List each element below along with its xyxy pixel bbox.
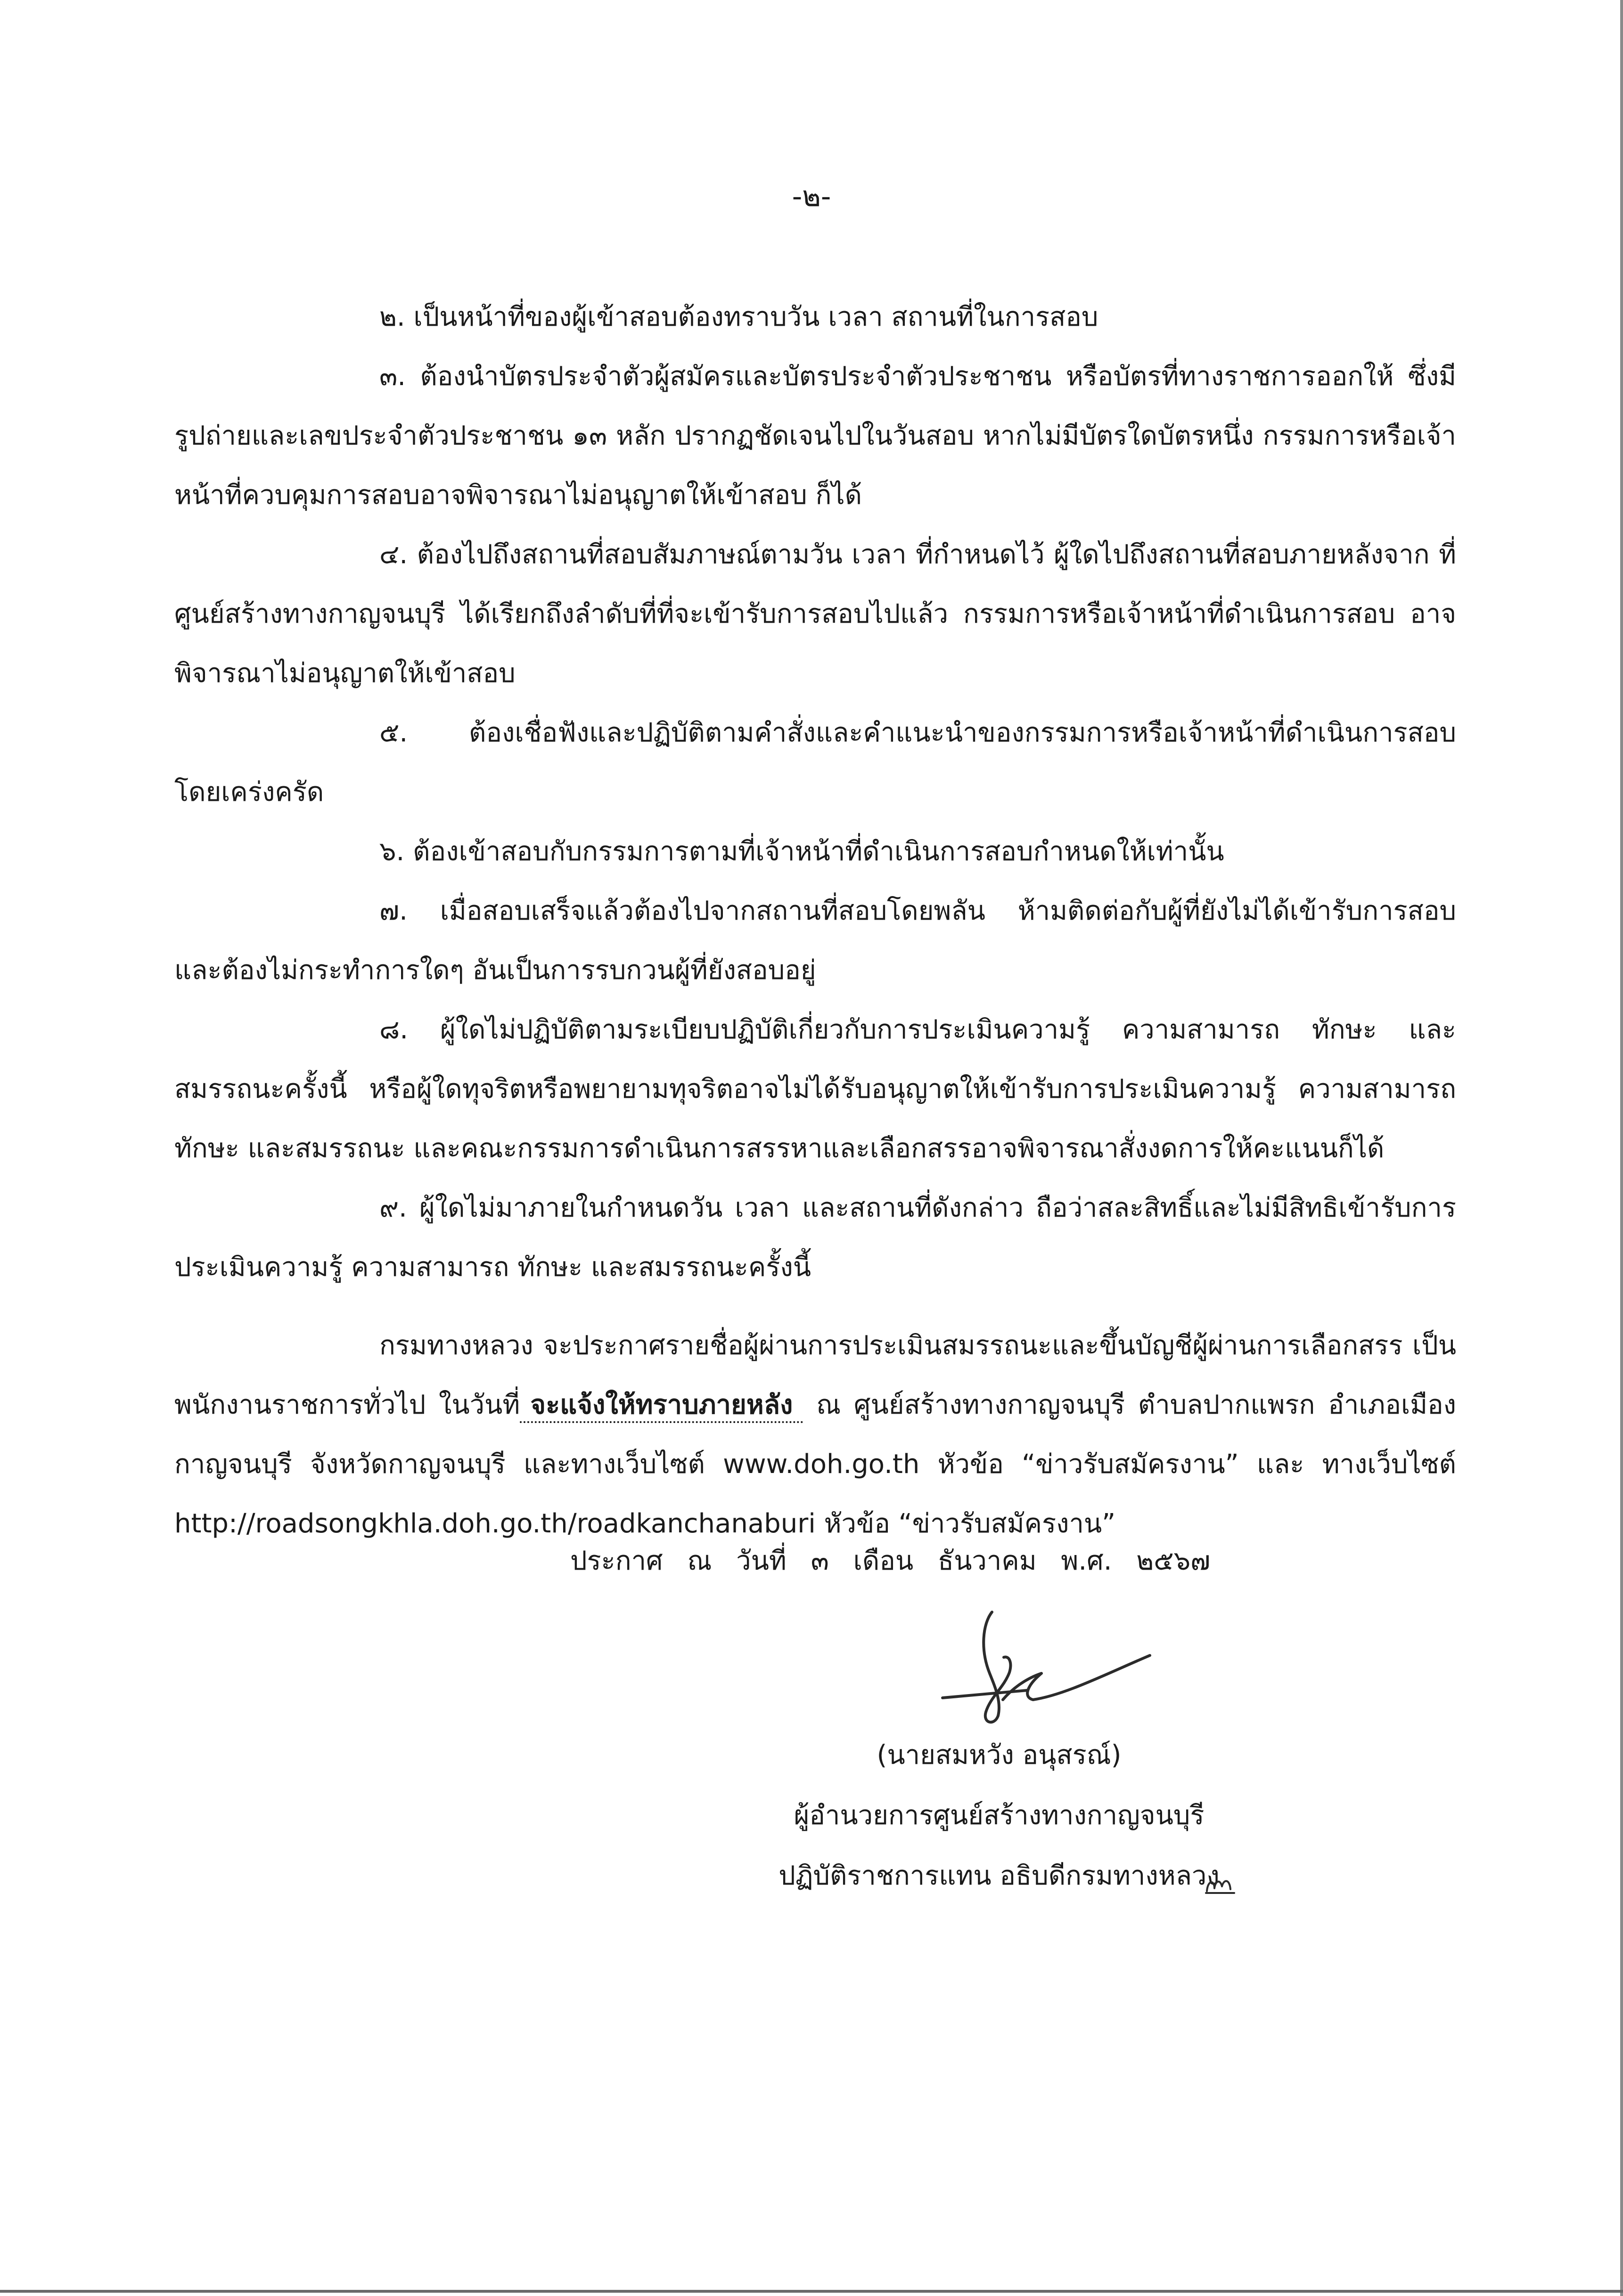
list-item: ๕. ต้องเชื่อฟังและปฏิบัติตามคำสั่งและคำแนะนำของกรรมการหรือเจ้าหน้าที่ดำเนินการสอบ โดยเคร่งครัด xyxy=(174,717,1456,807)
signature-block xyxy=(707,1725,1291,1906)
list-item: ๔. ต้องไปถึงสถานที่สอบสัมภาษณ์ตามวัน เวลา ที่กำหนดไว้ ผู้ใดไปถึงสถานที่สอบภายหลังจาก ที่ศูนย์สร้างทางกาญจนบุรี ได้เรียกถึงลำดับที่ที่จะเข้ารับการสอบไปแล้ว กรรมการหรือเจ้าหน้าที่ดำเนินการสอบ อาจพิจารณาไม่อนุญาตให้เข้าสอบ xyxy=(174,539,1456,689)
announcement-date-line: ประกาศ ณ วันที่ ๓ เดือน ธันวาคม พ.ศ. ๒๕๖๗ xyxy=(570,1546,1211,1576)
handwritten-initial xyxy=(1204,1874,1237,1896)
signatory-name: (นายสมหวัง อนุสรณ์) xyxy=(877,1740,1122,1770)
list-item: ๓. ต้องนำบัตรประจำตัวผู้สมัครและบัตรประจำตัวประชาชน หรือบัตรที่ทางราชการออกให้ ซึ่งมีรูปถ่ายและเลขประจำตัวประชาชน ๑๓ หลัก ปรากฏชัดเจนไปในวันสอบ หากไม่มีบัตรใดบัตรหนึ่ง กรรมการหรือเจ้าหน้าที่ควบคุมการสอบอาจพิจารณาไม่อนุญาตให้เข้าสอบ ก็ได้ xyxy=(174,361,1456,510)
list-item: ๖. ต้องเข้าสอบกับกรรมการตามที่เจ้าหน้าที่ดำเนินการสอบกำหนดให้เท่านั้น xyxy=(379,836,1224,867)
page-number: -๒- xyxy=(792,180,831,213)
announcement-date-fill: จะแจ้งให้ทราบภายหลัง xyxy=(520,1390,803,1423)
list-item: ๗. เมื่อสอบเสร็จแล้วต้องไปจากสถานที่สอบโดยพลัน ห้ามติดต่อกับผู้ที่ยังไม่ได้เข้ารับการสอบ และต้องไม่กระทำการใดๆ อันเป็นการรบกวนผู้ที่ยังสอบอยู่ xyxy=(174,896,1456,986)
signatory-position: ผู้อำนวยการศูนย์สร้างทางกาญจนบุรี xyxy=(794,1800,1205,1831)
scan-edge-right xyxy=(1620,0,1623,2296)
scan-edge-bottom xyxy=(0,2290,1623,2293)
paragraph-gap xyxy=(174,1297,1456,1316)
document-body xyxy=(174,288,1456,1554)
signatory-acting-for: ปฏิบัติราชการแทน อธิบดีกรมทางหลวง xyxy=(779,1860,1220,1891)
announcement-text-end: ณ ศูนย์สร้างทางกาญจนบุรี ตำบลปากแพรก อำเภอเมืองกาญจนบุรี จังหวัดกาญจนบุรี และทางเว็บไซต์ www.doh.go.th หัวข้อ “ข่าวรับสมัครงาน” และ ทางเว็บไซต์ http://roadsongkhla.doh.go.th/roadkanchanaburi หัวข้อ “ข่าวรับสมัครงาน” xyxy=(174,1390,1456,1539)
announcement-paragraph xyxy=(174,1316,1456,1554)
announcement-text-start: กรมทางหลวง จะประกาศรายชื่อผู้ผ่านการประเมินสมรรถนะและขึ้นบัญชีผู้ผ่านการเลือกสรร เป็นพนักงานราชการทั่วไป ในวันที่ xyxy=(174,1330,1456,1420)
list-item: ๒. เป็นหน้าที่ของผู้เข้าสอบต้องทราบวัน เวลา สถานที่ในการสอบ xyxy=(379,302,1098,332)
list-item: ๘. ผู้ใดไม่ปฏิบัติตามระเบียบปฏิบัติเกี่ยวกับการประเมินความรู้ ความสามารถ ทักษะ และ สมรรถนะครั้งนี้ หรือผู้ใดทุจริตหรือพยายามทุจริตอาจไม่ได้รับอนุญาตให้เข้ารับการประเมินความรู้ ความสามารถ ทักษะ และสมรรถนะ และคณะกรรมการดำเนินการสรรหาและเลือกสรรอาจพิจารณาสั่งงดการให้คะแนนก็ได้ xyxy=(174,1014,1456,1164)
list-item: ๙. ผู้ใดไม่มาภายในกำหนดวัน เวลา และสถานที่ดังกล่าว ถือว่าสละสิทธิ์และไม่มีสิทธิเข้ารับการ ประเมินความรู้ ความสามารถ ทักษะ และสมรรถนะครั้งนี้ xyxy=(174,1193,1456,1283)
handwritten-signature xyxy=(886,1603,1169,1725)
